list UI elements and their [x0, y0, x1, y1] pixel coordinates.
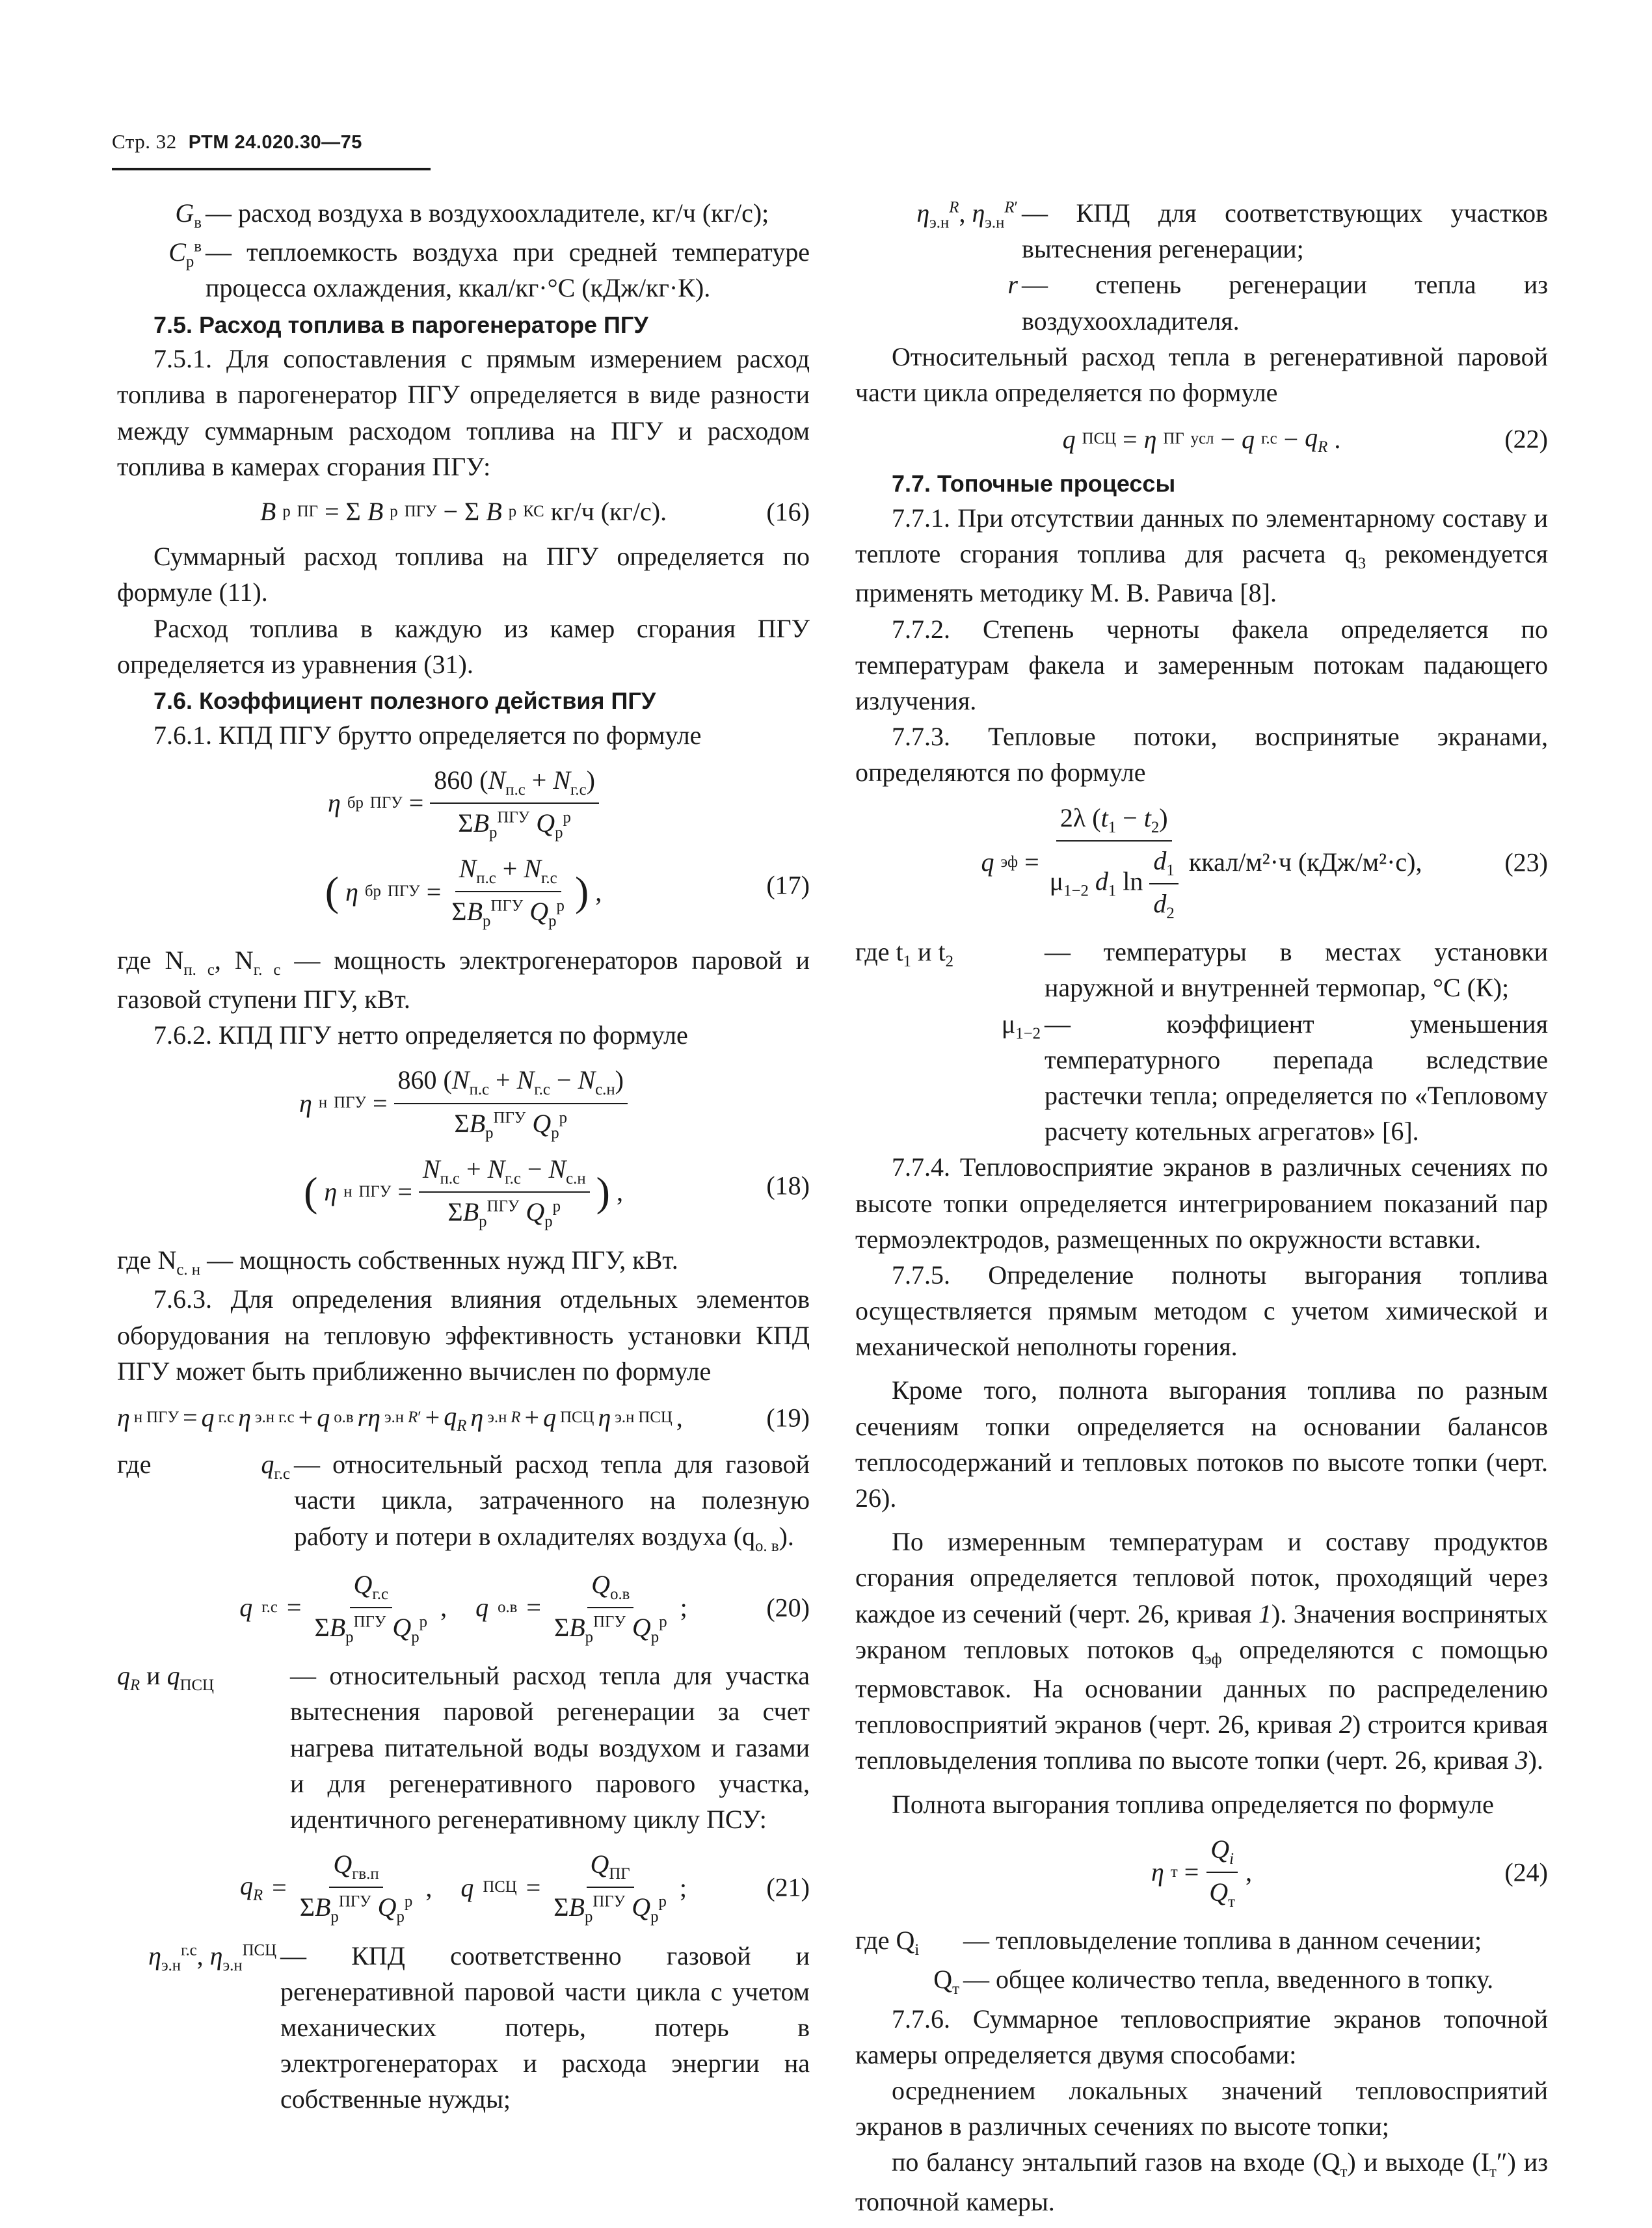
paragraph-7-7-5: 7.7.5. Определение полноты выгорания топлива осуществляется прямым методом с учетом химической и механической неполноты горения. — [855, 1260, 1548, 1362]
formula-unit: ккал/м²·ч (кДж/м²·с), — [1188, 847, 1422, 877]
definition-qgc — [117, 1446, 810, 1558]
formula-16 — [117, 494, 810, 529]
definition-text: — температуры в местах установки наружной и внутренней термопар, °С (К); — [1045, 937, 1548, 1003]
paragraph-gde-n: где $N_{п. с}$, $N_{г. с}$ — мощность электрогенераторов паровой и газовой ступени ПГУ, кВт. — [117, 945, 810, 1014]
definition-text: — степень регенерации тепла из воздухоохладителя. — [1022, 270, 1548, 336]
formula-body: $q_R$ = $\frac{Q_{гв.п}}{\Sigma B_р^{ПГУ} Q_р^р}$ , q ПСЦ = $\frac{Q_{ПГ}}{\Sigma B_р^{ПГУ} Q_р^р}$ ; — [240, 1846, 687, 1928]
definition-text: — общее количество тепла, введенного в топку. — [963, 1965, 1494, 1995]
paragraph-7-7-4: 7.7.4. Тепловосприятие экранов в различных сечениях по высоте топки определяется интегрированием показаний пар термоэлектродов, размещенных по окружности вставки. — [855, 1152, 1548, 1254]
section-heading-7-5: 7.5. Расход топлива в парогенераторе ПГУ — [153, 311, 648, 338]
formula-23 — [855, 800, 1548, 925]
symbol: $q_{г.с}$ — [261, 1450, 290, 1483]
paragraph-polnota: Полнота выгорания топлива определяется по формуле — [892, 1789, 1494, 1819]
paragraph-sum: Суммарный расход топлива на ПГУ определяется по формуле (11). — [117, 542, 810, 607]
paragraph-otnositelny: Относительный расход тепла в регенеративной паровой части цикла определяется по формуле — [855, 341, 1548, 407]
paragraph-7-6-1: 7.6.1. КПД ПГУ брутто определяется по формуле — [153, 720, 702, 750]
paragraph-krome: Кроме того, полнота выгорания топлива по разным сечениям топки определяется на основании балансов теплосодержаний и тепловых потоков по высоте топки (черт. 26). — [855, 1375, 1548, 1513]
formula-body: q г.с = $\frac{Q_{г.с}}{\Sigma B_р^{ПГУ} Q_р^р}$ , q о.в = $\frac{Q_{о.в}}{\Sigma B_р^{ПГУ} Q_р^р}$ ; — [239, 1567, 687, 1649]
equation-number: (19) — [766, 1403, 810, 1433]
formula-body: η т = $\frac{Q_i}{Q_т}$ , — [1151, 1831, 1252, 1913]
paragraph-7-7-1: 7.7.1. При отсутствии данных по элементарному составу и теплоте сгорания топлива для расчета $q_3$ рекомендуется применять методику М. В. Равича [8]. — [855, 503, 1548, 608]
symbol: $\eta_{э.н}^{г.с}$, $\eta_{э.н}^{ПСЦ}$ — [148, 1941, 276, 1974]
symbol: где $Q_i$ — [855, 1926, 920, 1959]
formula-22 — [855, 419, 1548, 458]
equation-number: (16) — [766, 497, 810, 527]
symbol: $G_в$ — [175, 198, 202, 232]
symbol: $C_p^в$ — [168, 237, 202, 271]
definition-text: — коэффициент уменьшения температурного перепада вследствие растечки тепла; определяется по «Тепловому расчету котельных агрегатов» [6]. — [1045, 1009, 1548, 1147]
formula-body: q эф = 2λ $(t_1 - t_2)$ $\mu_{1-2}$ $d_1$ ln $\frac{d_1}{d_2}$ ккал/м²·ч (кДж/м²·с), — [981, 800, 1422, 925]
formula-body: η н ПГУ = q г.с η э.н г.с + q о.в rη э.н R′ + $q_R$ η э.н R + q ПСЦ η э.н ПСЦ , — [117, 1401, 683, 1435]
formula-24 — [855, 1831, 1548, 1913]
document-code: РТМ 24.020.30—75 — [188, 132, 362, 153]
definition-mu — [855, 1006, 1548, 1150]
formula-body: q ПСЦ = η ПГ усл − q г.с − $q_R$ . — [1062, 423, 1341, 457]
definition-eta — [117, 1938, 810, 2117]
symbol: где $t_1$ и $t_2$ — [855, 937, 953, 971]
paragraph-rashod: Расход топлива в каждую из камер сгорания ПГУ определяется из уравнения (31). — [117, 613, 810, 679]
definition-text: — расход воздуха в воздухоохладителе, кг/ч (кг/с); — [206, 198, 769, 228]
equation-number: (21) — [766, 1872, 810, 1902]
definition-text: — относительный расход тепла для участка вытеснения паровой регенерации за счет нагрева питательной воды воздухом и газами и для регенеративного парового участка, идентичного регенеративному циклу ПСУ: — [290, 1661, 810, 1834]
page-number: Стр. 32 — [112, 130, 177, 153]
symbol: $\eta_{э.н}^R$, $\eta_{э.н}^{R'}$ — [916, 198, 1018, 232]
paragraph-7-5-1: 7.5.1. Для сопоставления с прямым измерением расход топлива в парогенератор ПГУ определяется в виде разности между суммарным расходом топлива на ПГУ и расходом топлива в камерах сгорания ПГУ: — [117, 344, 810, 481]
definition-text: — относительный расход тепла для газовой части цикла, затраченного на полезную работу и потери в охладителях воздуха $(q_{о. в})$. — [294, 1450, 810, 1555]
where-label: где — [117, 1450, 152, 1479]
paragraph-7-6-3: 7.6.3. Для определения влияния отдельных элементов оборудования на тепловую эффективность установки КПД ПГУ может быть приближенно вычислен по формуле — [117, 1284, 810, 1386]
symbol: r — [1007, 270, 1018, 300]
formula-body: η н ПГУ = $\frac{860 (N_{п.с} + N_{г.с} - N_{с.н})}{\Sigma B_р^{ПГУ} Q_р^р}$ — [299, 1062, 628, 1144]
symbol: $Q_т$ — [933, 1965, 959, 1998]
symbol: $\mu_{1-2}$ — [1001, 1009, 1041, 1042]
formula-19 — [117, 1398, 810, 1437]
definition-qt — [855, 1961, 1548, 2000]
section-heading-7-6: 7.6. Коэффициент полезного действия ПГУ — [153, 687, 656, 714]
paragraph-7-6-2: 7.6.2. КПД ПГУ нетто определяется по формуле — [153, 1020, 688, 1050]
definition-cp — [117, 234, 810, 306]
formula-body-alt: ( η н ПГУ = $\frac{N_{п.с} + N_{г.с} - N_{с.н}}{\Sigma B_р^{ПГУ} Q_р^р}$ ) , — [304, 1151, 623, 1233]
definition-text: — КПД соответственно газовой и регенеративной паровой части цикла с учетом механических потерь, потерь в электрогенераторах и расхода энергии на собственные нужды; — [280, 1941, 810, 2114]
equation-number: (22) — [1504, 424, 1548, 454]
definition-gv — [117, 195, 810, 234]
definition-text: — тепловыделение топлива в данном сечении; — [963, 1926, 1482, 1956]
equation-number: (17) — [766, 870, 810, 900]
paragraph-gde-nsn: где $N_{с. н}$ — мощность собственных нужд ПГУ, кВт. — [117, 1245, 678, 1279]
formula-21 — [117, 1846, 810, 1928]
header-rule — [112, 168, 431, 170]
definition-qi — [855, 1922, 1548, 1961]
formula-body-alt: ( η бр ПГУ = $\frac{N_{п.с} + N_{г.с}}{\Sigma B_р^{ПГУ} Q_р^р}$ ) , — [325, 851, 602, 933]
definition-t — [855, 934, 1548, 1005]
definition-text: — теплоемкость воздуха при средней температуре процесса охлаждения, ккал/кг·°С (кДж/кг·К). — [206, 237, 810, 303]
paragraph-izmerennym: По измеренным температурам и составу продуктов сгорания определяется тепловой поток, проходящий через каждое из сечений (черт. 26, кривая 1). Значения воспринятых экраном тепловых потоков $q_{эф}$ определяются с помощью термовставок. На основании данных по распределению тепловосприятий экранов (черт. 26, кривая 2) строится кривая тепловыделения топлива по высоте топки (черт. 26, кривая 3). — [855, 1527, 1549, 1775]
formula-body: B р ПГ = Σ B р ПГУ − Σ B р КС кг/ч (кг/с). — [260, 494, 667, 529]
definition-eta-r — [855, 195, 1548, 267]
formula-body: η бр ПГУ = $\frac{860 (N_{п.с} + N_{г.с})}{\Sigma B_р^{ПГУ} Q_р^р}$ — [328, 762, 599, 844]
equation-number: (20) — [766, 1593, 810, 1623]
section-heading-7-7: 7.7. Топочные процессы — [892, 470, 1176, 497]
paragraph-balansu: по балансу энтальпий газов на входе $(Q_т)$ и выходе $(I_т'')$ из топочной камеры. — [855, 2147, 1549, 2216]
paragraph-7-7-6: 7.7.6. Суммарное тепловосприятие экранов топочной камеры определяется двумя способами: — [855, 2004, 1548, 2069]
left-column — [117, 195, 810, 2117]
paragraph-7-7-3: 7.7.3. Тепловые потоки, воспринятые экранами, определяются по формуле — [855, 722, 1548, 788]
running-head — [112, 130, 362, 153]
equation-number: (23) — [1504, 847, 1548, 877]
definition-qr — [117, 1658, 810, 1837]
equation-number: (24) — [1504, 1857, 1548, 1887]
right-column — [855, 195, 1548, 2220]
paragraph-osredneniem: осреднением локальных значений тепловосприятий экранов в различных сечениях по высоте топки; — [855, 2075, 1548, 2142]
equation-number: (18) — [766, 1170, 810, 1200]
paragraph-7-7-2: 7.7.2. Степень черноты факела определяется по температурам факела и замеренным потокам падающего излучения. — [855, 614, 1548, 715]
formula-20 — [117, 1567, 810, 1649]
symbol: $q_R$ и $q_{ПСЦ}$ — [117, 1661, 214, 1695]
definition-r — [855, 267, 1548, 338]
formula-18 — [117, 1062, 810, 1233]
definition-text: — КПД для соответствующих участков вытеснения регенерации; — [1022, 198, 1548, 264]
formula-17 — [117, 762, 810, 933]
formula-unit: кг/ч (кг/с). — [550, 497, 667, 527]
